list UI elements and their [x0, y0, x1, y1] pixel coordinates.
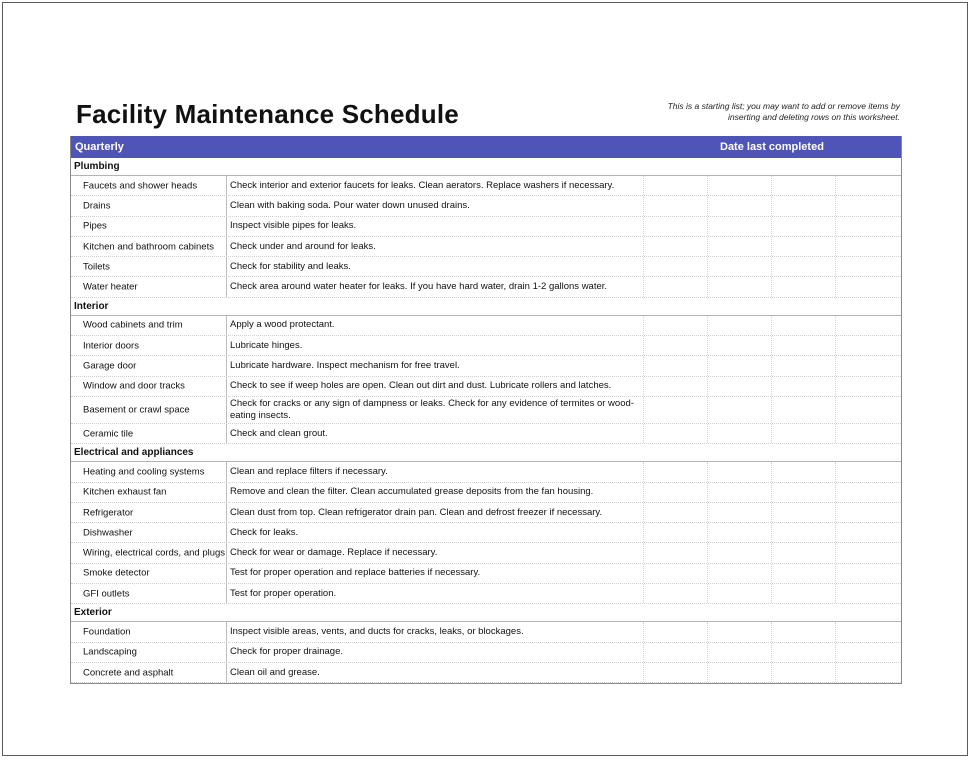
- date-cell-divider: [707, 277, 708, 296]
- table-row: [71, 543, 901, 563]
- item-name-cell: [71, 543, 227, 562]
- table-row: [71, 336, 901, 356]
- task-description: Clean and replace filters if necessary.: [230, 465, 388, 477]
- date-cell-divider: [835, 196, 836, 215]
- date-cell-divider: [643, 237, 644, 256]
- table-row: [71, 462, 901, 482]
- date-cell-divider: [707, 643, 708, 662]
- date-cell-divider: [835, 483, 836, 502]
- date-cell-divider: [707, 217, 708, 236]
- section-title: Interior: [74, 300, 109, 312]
- date-cell-divider: [835, 584, 836, 603]
- item-name-cell: [71, 643, 227, 662]
- section-title: Electrical and appliances: [74, 447, 194, 459]
- date-cell-divider: [643, 316, 644, 335]
- date-cell-divider: [643, 196, 644, 215]
- task-description: Inspect visible areas, vents, and ducts for cracks, leaks, or blockages.: [230, 625, 524, 637]
- date-cell-divider: [643, 277, 644, 296]
- task-description: Check area around water heater for leaks. If you have hard water, drain 1-2 gallons water.: [230, 281, 608, 293]
- item-name: Window and door tracks: [83, 380, 185, 392]
- item-name: Kitchen exhaust fan: [83, 486, 167, 498]
- date-cell-divider: [643, 217, 644, 236]
- date-cell-divider: [771, 424, 772, 443]
- date-cell-divider: [707, 316, 708, 335]
- item-name-cell: [71, 196, 227, 215]
- item-name: Pipes: [83, 220, 107, 232]
- item-name: Garage door: [83, 360, 137, 372]
- table-row: [71, 377, 901, 397]
- date-cell-divider: [835, 237, 836, 256]
- item-name: Drains: [83, 200, 111, 212]
- date-cell-divider: [643, 643, 644, 662]
- date-cell-divider: [707, 483, 708, 502]
- item-name-cell: [71, 336, 227, 355]
- date-cell-divider: [707, 564, 708, 583]
- maintenance-table: [70, 136, 902, 684]
- date-cell-divider: [771, 196, 772, 215]
- date-cell-divider: [707, 377, 708, 396]
- date-cell-divider: [771, 397, 772, 423]
- date-cell-divider: [707, 237, 708, 256]
- date-cell-divider: [643, 356, 644, 375]
- item-name-cell: [71, 462, 227, 481]
- date-cell-divider: [771, 336, 772, 355]
- date-cell-divider: [643, 503, 644, 522]
- date-cell-divider: [643, 523, 644, 542]
- task-description: Check and clean grout.: [230, 427, 328, 439]
- date-cell-divider: [835, 356, 836, 375]
- date-cell-divider: [707, 356, 708, 375]
- date-cell-divider: [643, 584, 644, 603]
- task-description: Clean oil and grease.: [230, 666, 320, 678]
- date-cell-divider: [771, 483, 772, 502]
- task-description: Clean with baking soda. Pour water down unused drains.: [230, 199, 470, 211]
- date-cell-divider: [707, 543, 708, 562]
- table-row: [71, 277, 901, 297]
- task-description: Clean dust from top. Clean refrigerator drain pan. Clean and defrost freezer if necessary.: [230, 506, 603, 518]
- item-name: Refrigerator: [83, 507, 134, 518]
- date-cell-divider: [771, 503, 772, 522]
- item-name: Basement or crawl space: [83, 404, 190, 416]
- table-row: [71, 397, 901, 424]
- date-cell-divider: [707, 196, 708, 215]
- date-cell-divider: [771, 316, 772, 335]
- task-description: Remove and clean the filter. Clean accumulated grease deposits from the fan housing.: [230, 486, 594, 498]
- date-cell-divider: [835, 503, 836, 522]
- item-name: Water heater: [83, 281, 138, 293]
- date-cell-divider: [835, 217, 836, 236]
- item-name-cell: [71, 503, 227, 522]
- section-title: Exterior: [74, 607, 112, 619]
- header-quarterly: Quarterly: [75, 141, 124, 153]
- table-row: [71, 257, 901, 277]
- item-name: Heating and cooling systems: [83, 466, 205, 478]
- date-cell-divider: [835, 336, 836, 355]
- table-row: [71, 237, 901, 257]
- date-cell-divider: [771, 176, 772, 195]
- date-cell-divider: [771, 217, 772, 236]
- date-cell-divider: [835, 643, 836, 662]
- item-name-cell: [71, 176, 227, 195]
- item-name: Wood cabinets and trim: [83, 319, 183, 331]
- section-row: [71, 604, 901, 622]
- date-cell-divider: [707, 462, 708, 481]
- item-name-cell: [71, 424, 227, 443]
- table-row: [71, 424, 901, 444]
- date-cell-divider: [707, 257, 708, 276]
- date-cell-divider: [643, 257, 644, 276]
- task-description: Lubricate hinges.: [230, 339, 303, 351]
- date-cell-divider: [643, 564, 644, 583]
- task-description: Check under and around for leaks.: [230, 240, 376, 252]
- date-cell-divider: [643, 377, 644, 396]
- date-cell-divider: [643, 622, 644, 641]
- table-header-row: [71, 136, 901, 158]
- item-name-cell: [71, 622, 227, 641]
- date-cell-divider: [771, 622, 772, 641]
- item-name-cell: [71, 397, 227, 423]
- table-row: [71, 176, 901, 196]
- date-cell-divider: [771, 462, 772, 481]
- item-name: GFI outlets: [83, 588, 130, 600]
- item-name-cell: [71, 217, 227, 236]
- instruction-note: This is a starting list; you may want to add or remove items by inserting and deleting rows on this worksheet.: [667, 101, 900, 122]
- item-name-cell: [71, 584, 227, 603]
- date-cell-divider: [643, 462, 644, 481]
- date-cell-divider: [771, 564, 772, 583]
- item-name: Interior doors: [83, 340, 139, 352]
- item-name-cell: [71, 277, 227, 296]
- date-cell-divider: [835, 622, 836, 641]
- task-description: Test for proper operation.: [230, 587, 337, 599]
- item-name: Foundation: [83, 626, 131, 638]
- table-row: [71, 196, 901, 216]
- date-cell-divider: [835, 462, 836, 481]
- date-cell-divider: [771, 543, 772, 562]
- date-cell-divider: [771, 523, 772, 542]
- task-description: Apply a wood protectant.: [230, 319, 335, 331]
- date-cell-divider: [835, 176, 836, 195]
- task-description: Check for wear or damage. Replace if necessary.: [230, 547, 438, 559]
- date-cell-divider: [771, 663, 772, 682]
- date-cell-divider: [771, 356, 772, 375]
- date-cell-divider: [835, 377, 836, 396]
- date-cell-divider: [771, 257, 772, 276]
- date-cell-divider: [707, 397, 708, 423]
- item-name: Wiring, electrical cords, and plugs: [83, 547, 226, 559]
- date-cell-divider: [835, 257, 836, 276]
- item-name-cell: [71, 237, 227, 256]
- date-cell-divider: [835, 663, 836, 682]
- date-cell-divider: [643, 543, 644, 562]
- date-cell-divider: [707, 424, 708, 443]
- date-cell-divider: [643, 176, 644, 195]
- section-row: [71, 298, 901, 316]
- table-row: [71, 503, 901, 523]
- date-cell-divider: [643, 663, 644, 682]
- date-cell-divider: [771, 237, 772, 256]
- item-name-cell: [71, 564, 227, 583]
- item-name-cell: [71, 377, 227, 396]
- task-description: Check for leaks.: [230, 526, 299, 538]
- item-name-cell: [71, 483, 227, 502]
- date-cell-divider: [835, 543, 836, 562]
- item-name-cell: [71, 663, 227, 682]
- date-cell-divider: [707, 663, 708, 682]
- date-cell-divider: [835, 277, 836, 296]
- date-cell-divider: [835, 564, 836, 583]
- item-name-cell: [71, 356, 227, 375]
- task-description: Check for cracks or any sign of dampness or leaks. Check for any evidence of termites or wood-eating insects.: [230, 397, 634, 421]
- table-row: [71, 584, 901, 604]
- table-row: [71, 483, 901, 503]
- task-description: Check interior and exterior faucets for leaks. Clean aerators. Replace washers if necessary.: [230, 179, 615, 191]
- table-row: [71, 663, 901, 683]
- table-row: [71, 622, 901, 642]
- item-name: Toilets: [83, 261, 110, 273]
- date-cell-divider: [707, 503, 708, 522]
- date-cell-divider: [771, 643, 772, 662]
- item-name: Ceramic tile: [83, 428, 134, 440]
- date-cell-divider: [707, 336, 708, 355]
- task-description: Test for proper operation and replace batteries if necessary.: [230, 567, 481, 579]
- item-name: Smoke detector: [83, 567, 150, 579]
- table-row: [71, 643, 901, 663]
- item-name: Concrete and asphalt: [83, 667, 174, 679]
- item-name: Faucets and shower heads: [83, 180, 198, 192]
- table-row: [71, 523, 901, 543]
- task-description: Check for proper drainage.: [230, 646, 344, 658]
- date-cell-divider: [835, 316, 836, 335]
- date-cell-divider: [707, 584, 708, 603]
- section-title: Plumbing: [74, 161, 120, 172]
- task-description: Check to see if weep holes are open. Clean out dirt and dust. Lubricate rollers and latches.: [230, 380, 612, 392]
- item-name-cell: [71, 316, 227, 335]
- date-cell-divider: [835, 523, 836, 542]
- table-row: [71, 316, 901, 336]
- page-title: Facility Maintenance Schedule: [76, 99, 459, 129]
- date-cell-divider: [643, 336, 644, 355]
- date-cell-divider: [643, 424, 644, 443]
- table-body: [71, 158, 901, 683]
- date-cell-divider: [835, 397, 836, 423]
- item-name: Landscaping: [83, 646, 137, 658]
- section-row: [71, 158, 901, 176]
- item-name-cell: [71, 257, 227, 276]
- section-row: [71, 444, 901, 462]
- date-cell-divider: [643, 397, 644, 423]
- task-description: Lubricate hardware. Inspect mechanism for free travel.: [230, 360, 460, 372]
- date-cell-divider: [643, 483, 644, 502]
- task-description: Check for stability and leaks.: [230, 260, 351, 272]
- item-name: Kitchen and bathroom cabinets: [83, 241, 214, 253]
- header-date-last-completed: Date last completed: [720, 141, 824, 153]
- table-row: [71, 356, 901, 376]
- date-cell-divider: [835, 424, 836, 443]
- date-cell-divider: [707, 523, 708, 542]
- item-name-cell: [71, 523, 227, 542]
- date-cell-divider: [707, 176, 708, 195]
- date-cell-divider: [707, 622, 708, 641]
- date-cell-divider: [771, 277, 772, 296]
- table-row: [71, 564, 901, 584]
- table-row: [71, 217, 901, 237]
- date-cell-divider: [771, 377, 772, 396]
- item-name: Dishwasher: [83, 527, 133, 539]
- date-cell-divider: [771, 584, 772, 603]
- task-description: Inspect visible pipes for leaks.: [230, 220, 357, 232]
